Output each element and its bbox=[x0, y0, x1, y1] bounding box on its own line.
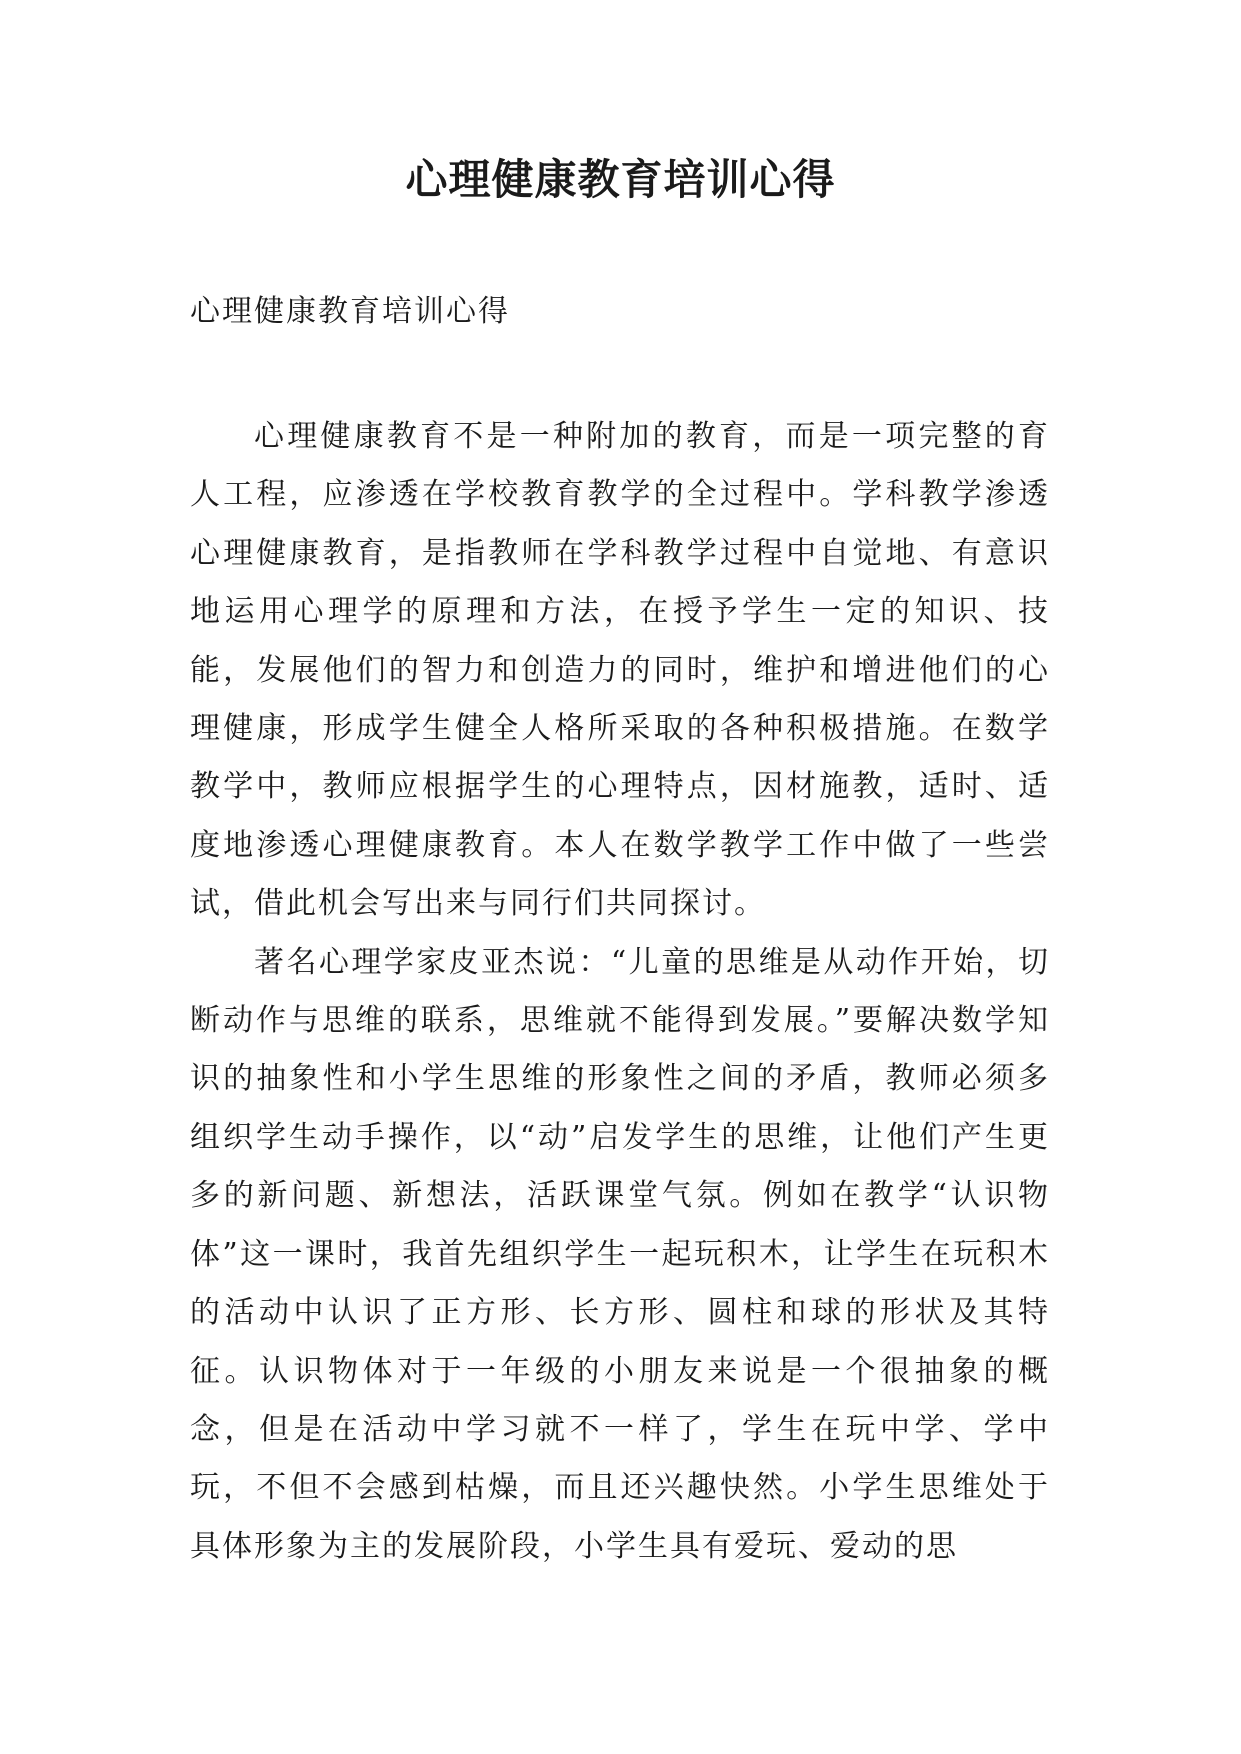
body-paragraph: 著名心理学家皮亚杰说：“儿童的思维是从动作开始，切断动作与思维的联系，思维就不能得到发展。”要解决数学知识的抽象性和小学生思维的形象性之间的矛盾，教师必须多组织学生动手操作，以“动”启发学生的思维，让他们产生更多的新问题、新想法，活跃课堂气氛。例如在教学“认识物体”这一课时，我首先组织学生一起玩积木，让学生在玩积木的活动中认识了正方形、长方形、圆柱和球的形状及其特征。认识物体对于一年级的小朋友来说是一个很抽象的概念，但是在活动中学习就不一样了，学生在玩中学、学中玩，不但不会感到枯燥，而且还兴趣快然。小学生思维处于具体形象为主的发展阶段，小学生具有爱玩、爱动的思 bbox=[190, 944, 1050, 1564]
body-paragraph: 心理健康教育不是一种附加的教育，而是一项完整的育人工程，应渗透在学校教育教学的全过程中。学科教学渗透心理健康教育，是指教师在学科教学过程中自觉地、有意识地运用心理学的原理和方法，在授予学生一定的知识、技能，发展他们的智力和创造力的同时，维护和增进他们的心理健康，形成学生健全人格所采取的各种积极措施。在数学教学中，教师应根据学生的心理特点，因材施教，适时、适度地渗透心理健康教育。本人在数学教学工作中做了一些尝试，借此机会写出来与同行们共同探讨。 bbox=[190, 419, 1050, 922]
document-subtitle: 心理健康教育培训心得 bbox=[190, 294, 510, 329]
document-body bbox=[190, 408, 1050, 1576]
document-title: 心理健康教育培训心得 bbox=[405, 155, 836, 204]
